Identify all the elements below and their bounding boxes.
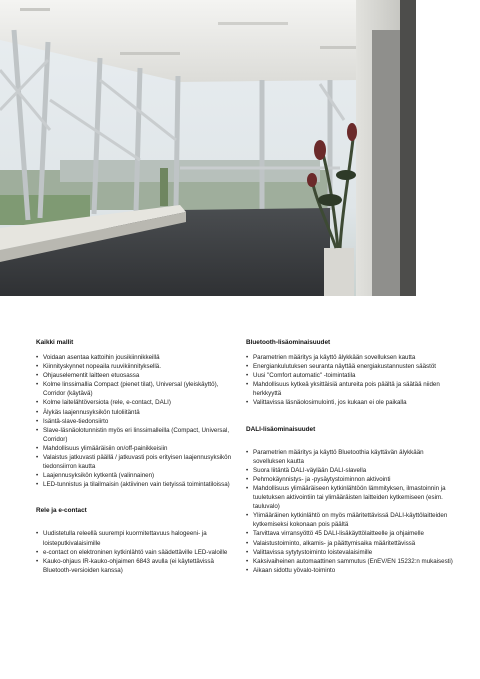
- list-item: • Kauko-ohjaus IR-kauko-ohjaimen 6843 avulla (ei käytettävissä Bluetooth-versioiden kanssa): [36, 557, 236, 575]
- bluetooth-heading: Bluetooth-lisäominaisuudet: [246, 339, 331, 346]
- office-photo: [0, 0, 416, 296]
- all-models-section: [36, 339, 236, 489]
- list-item: • Slave-läsnäolotunnistin myös eri linssimalleilla (Compact, Universal, Corridor): [36, 426, 236, 444]
- bluetooth-list: [246, 353, 456, 408]
- list-item: • Valittavissa sytytystoiminto loistevalaisimille: [246, 548, 456, 557]
- left-column: [36, 339, 236, 593]
- list-item: • Valaistustoiminto, alkamis- ja päättymisaika määritettävissä: [246, 539, 456, 548]
- list-item: • Älykäs laajennusyksikön tuloliitäntä: [36, 408, 236, 417]
- list-item: • Parametrien määritys ja käyttö älykkään sovelluksen kautta: [246, 353, 456, 362]
- all-models-list: [36, 353, 236, 489]
- list-item: • Kiinnityskynnet nopeaila ruuvikiinnityksellä.: [36, 362, 236, 371]
- list-item: • Mahdollisuus ylimääräisiin on/off-painikkeisiin: [36, 444, 236, 453]
- relay-econtact-list: [36, 529, 236, 574]
- list-item: • Kolme linssimallia Compact (pienet tilat), Universal (yleiskäyttö), Corridor (käytävä): [36, 380, 236, 398]
- list-item: • Uusi "Comfort automatic" -toimintatila: [246, 371, 456, 380]
- dali-section: [246, 426, 456, 575]
- list-item: • e-contact on elektroninen kytkinlähtö vain säädettäville LED-valoille: [36, 548, 236, 557]
- list-item: • Tarvittava virransyöttö 45 DALI-lisäkäyttölaitteelle ja ohjaimelle: [246, 529, 456, 538]
- list-item: • Aikaan sidottu yövalo-toiminto: [246, 566, 456, 575]
- relay-econtact-heading: Rele ja e-contact: [36, 507, 87, 515]
- list-item: • Parametrien määritys ja käyttö Bluetoothia käyttävän älykkään sovelluksen kautta: [246, 448, 456, 466]
- list-item: • Isäntä-slave-tiedonsiirto: [36, 417, 236, 426]
- all-models-heading: Kaikki mallit: [36, 339, 74, 346]
- list-item: • LED-tunnistus ja tilailmaisin (aktiivinen vain tietyissä toimintatiloissa): [36, 480, 236, 489]
- list-item: • Energiankulutuksen seuranta näyttää energiakustannusten säästöt: [246, 362, 456, 371]
- right-column: [246, 339, 456, 593]
- list-item: • Voidaan asentaa kattoihin jousikiinnikkeillä: [36, 353, 236, 362]
- list-item: • Kolme laitelähtöversiota (rele, e-contact, DALI): [36, 398, 236, 407]
- list-item: • Suora liitäntä DALI-väylään DALI-slavella: [246, 466, 456, 475]
- list-item: • Mahdollisuus kytkeä yksittäisiä antureita pois päältä ja säätää niiden herkkyyttä: [246, 380, 456, 398]
- list-item: • Pehmokäynnistys- ja -pysäytystoiminnon aktivointi: [246, 475, 456, 484]
- relay-econtact-section: [36, 507, 236, 574]
- list-item: • Laajennusyksikön kytkentä (valinnainen): [36, 471, 236, 480]
- dali-list: [246, 448, 456, 575]
- list-item: • Valaistus jatkuvasti päällä / jatkuvasti pois erityisen laajennusyksikön tiedonsiirron kautta: [36, 453, 236, 471]
- list-item: • Ylimääräinen kytkinlähtö on myös määritettävissä DALI-käyttölaitteiden kytkemiseksi kokonaan pois päältä: [246, 511, 456, 529]
- bluetooth-section: [246, 339, 456, 408]
- list-item: • Mahdollisuus ylimääräiseen kytkinlähtöön lämmityksen, ilmastoinnin ja tuuletuksen aktivointiin tai ylimääräisten laitteiden kytkemiseen (esim. tauluvalo): [246, 484, 456, 511]
- list-item: • Uudistetulla releellä suurempi kuormitettavuus halogeeni- ja loisteputkivalaisimille: [36, 529, 236, 547]
- list-item: • Kaksivaiheinen automaattinen sammutus (EnEV/EN 15232:n mukaisesti): [246, 557, 456, 566]
- dali-heading: DALI-lisäominaisuudet: [246, 425, 316, 433]
- list-item: • Valittavissa läsnäolosimulointi, jos kukaan ei ole paikalla: [246, 398, 456, 407]
- list-item: • Ohjauselementit laitteen etuosassa: [36, 371, 236, 380]
